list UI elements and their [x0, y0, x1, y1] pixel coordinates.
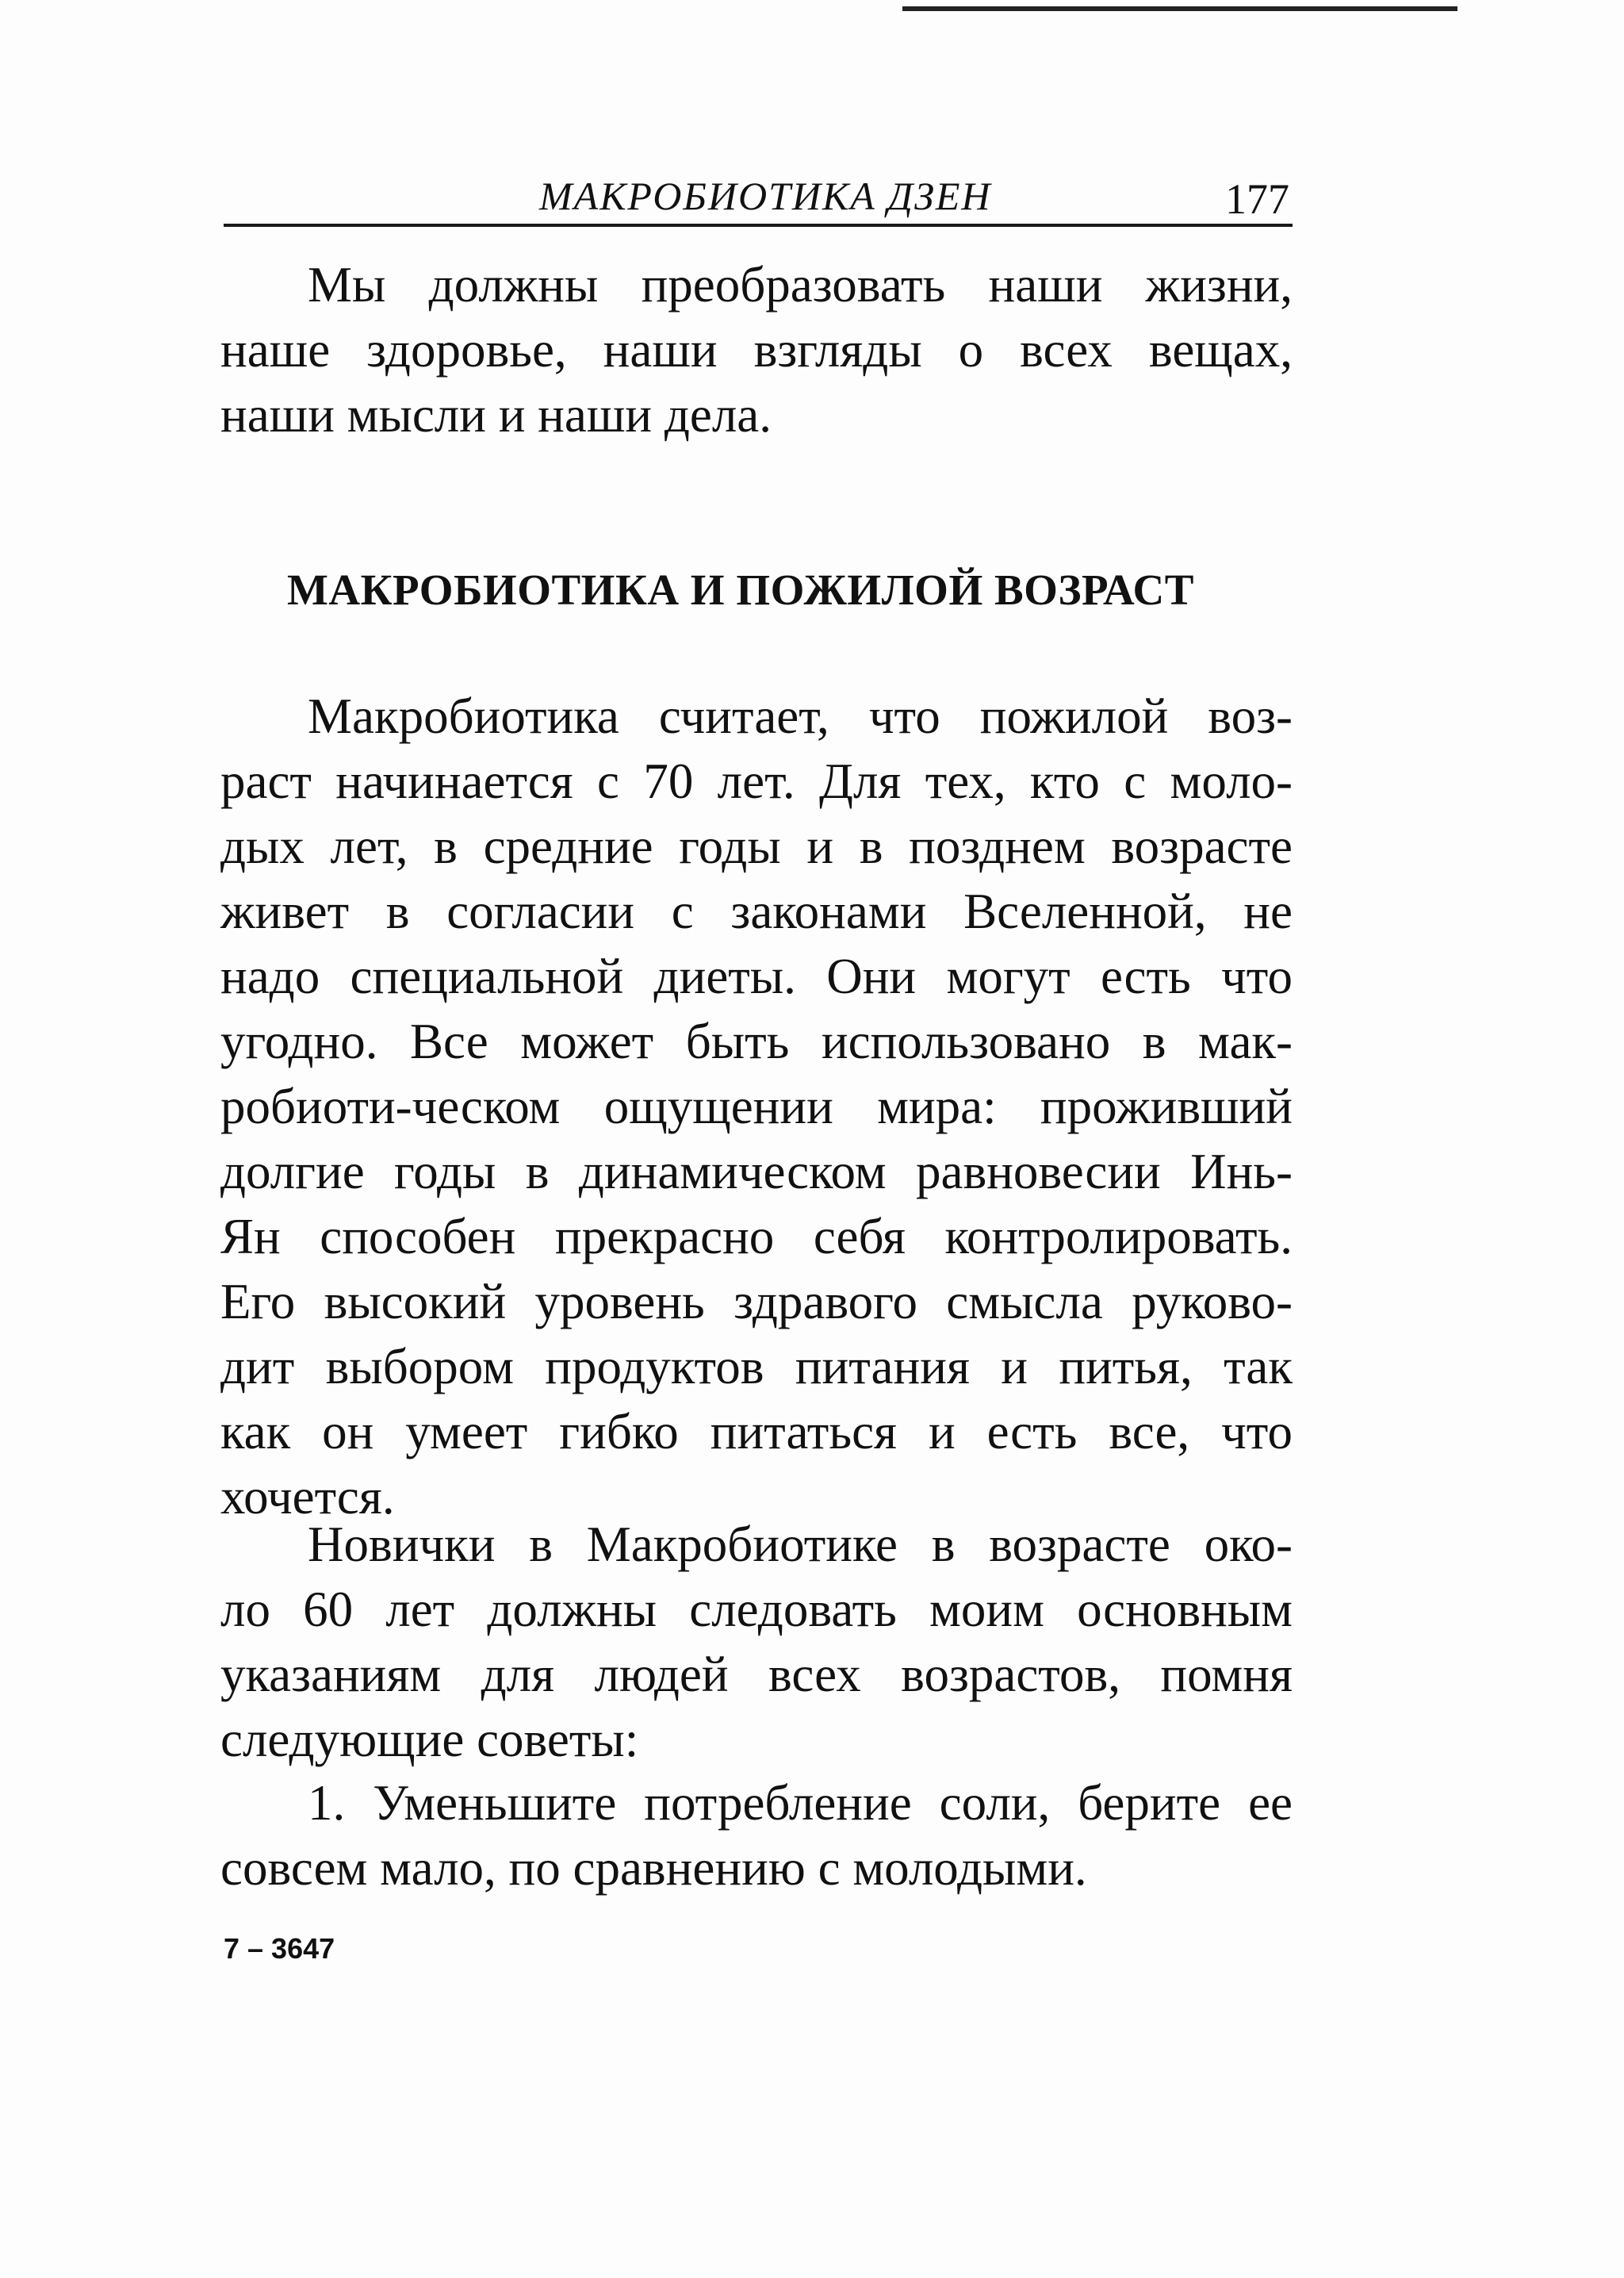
text-line: дых лет, в средние годы и в позднем возрасте	[220, 819, 1293, 874]
intro-paragraph	[220, 252, 1293, 447]
text-line: 1. Уменьшите потребление соли, берите ее	[308, 1775, 1293, 1831]
text-line: Новички в Макробиотике в возрасте око-	[308, 1517, 1293, 1572]
section-heading: МАКРОБИОТИКА И ПОЖИЛОЙ ВОЗРАСТ	[287, 566, 1194, 614]
text-line: хочется.	[220, 1469, 395, 1524]
text-line: ло 60 лет должны следовать моим основным	[220, 1582, 1293, 1637]
text-line: долгие годы в динамическом равновесии Инь-	[220, 1144, 1293, 1199]
header-rule	[224, 224, 1293, 227]
text-line: совсем мало, по сравнению с молодыми.	[220, 1840, 1087, 1896]
text-line: указаниям для людей всех возрастов, помня	[220, 1647, 1293, 1702]
text-line: Мы должны преобразовать наши жизни,	[308, 257, 1293, 313]
text-line: раст начинается с 70 лет. Для тех, кто с моло-	[220, 754, 1293, 809]
text-line: Его высокий уровень здравого смысла руково-	[220, 1274, 1293, 1329]
scan-edge-rule	[902, 6, 1457, 11]
body-paragraph	[220, 1512, 1293, 1772]
text-line: живет в согласии с законами Вселенной, не	[220, 884, 1293, 939]
text-line: дит выбором продуктов питания и питья, так	[220, 1339, 1293, 1394]
text-line: угодно. Все может быть использовано в мак-	[220, 1014, 1293, 1069]
text-line: наше здоровье, наши взгляды о всех вещах,	[220, 322, 1293, 378]
list-item	[220, 1770, 1293, 1900]
printer-signature: 7 – 3647	[224, 1932, 335, 1965]
text-line: надо специальной диеты. Они могут есть что	[220, 949, 1293, 1004]
running-header	[224, 167, 1293, 230]
page-number: 177	[1225, 175, 1289, 223]
running-title: МАКРОБИОТИКА ДЗЕН	[539, 174, 992, 218]
text-line: как он умеет гибко питаться и есть все, что	[220, 1404, 1293, 1459]
text-line: робиоти-ческом ощущении мира: проживший	[220, 1079, 1293, 1134]
text-line: Ян способен прекрасно себя контролировать.	[220, 1209, 1293, 1264]
text-line: наши мысли и наши дела.	[220, 387, 772, 443]
text-line: следующие советы:	[220, 1712, 639, 1767]
body-paragraph	[220, 684, 1293, 1529]
text-line: Макробиотика считает, что пожилой воз-	[308, 688, 1293, 744]
